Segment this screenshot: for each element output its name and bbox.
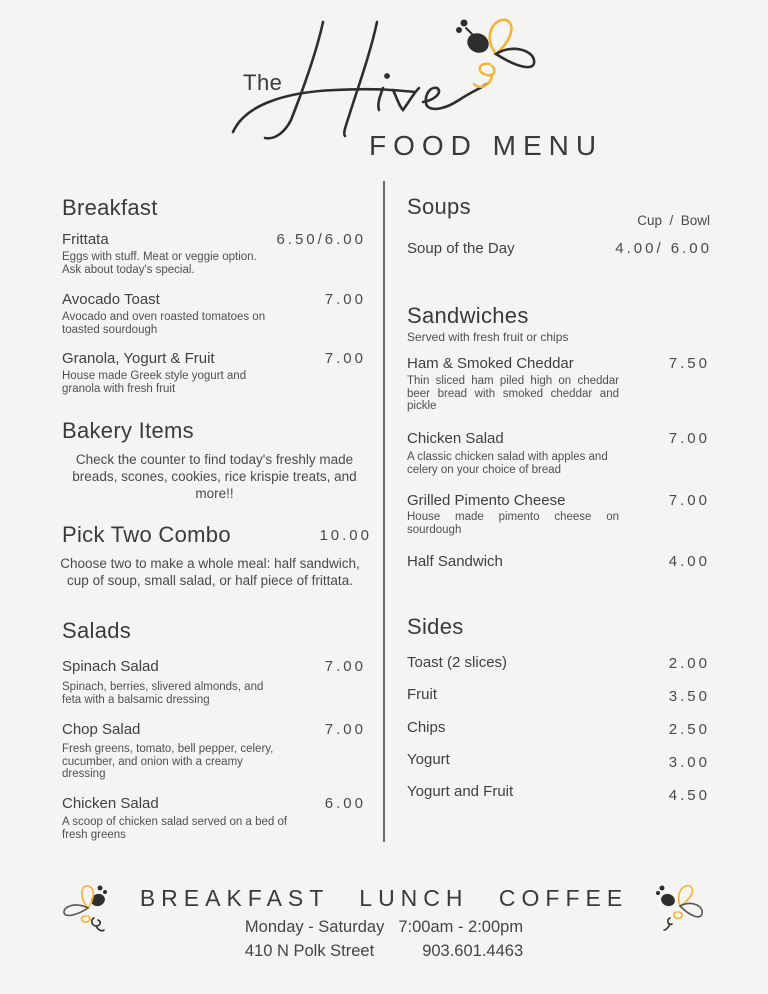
menu-item-name: Yogurt and Fruit (407, 783, 514, 800)
bee-icon (452, 16, 544, 94)
sandwiches-subtitle: Served with fresh fruit or chips (407, 330, 569, 344)
section-title-breakfast: Breakfast (62, 195, 158, 220)
menu-item-name: Frittata (62, 231, 109, 248)
menu-item-name: Grilled Pimento Cheese (407, 492, 566, 509)
combo-price: 10.00 (319, 527, 372, 544)
footer-phone: 903.601.4463 (422, 942, 524, 960)
footer-time: 7:00am - 2:00pm (398, 918, 524, 936)
column-divider (383, 181, 385, 842)
footer-address: 410 N Polk Street (244, 942, 375, 960)
menu-item-price: 7.00 (324, 291, 366, 308)
menu-item-price: 3.50 (668, 688, 710, 705)
menu-item-name: Spinach Salad (62, 658, 159, 675)
menu-item-price: 7.50 (668, 355, 710, 372)
menu-item-name: Yogurt (407, 751, 450, 768)
menu-item-name: Chicken Salad (407, 430, 504, 447)
menu-item-desc: Avocado and oven roasted tomatoes on toasted sourdough (62, 311, 266, 336)
menu-item-desc: A classic chicken salad with apples and celery on your choice of bread (407, 451, 608, 476)
menu-item-price: 7.00 (324, 721, 366, 738)
soup-size-label: Cup / Bowl (637, 213, 710, 228)
menu-item-name: Chicken Salad (62, 795, 159, 812)
menu-item-name: Soup of the Day (407, 240, 515, 257)
menu-item-price: 7.00 (324, 350, 366, 367)
menu-item-name: Chips (407, 719, 446, 736)
menu-item-price: 4.00/ 6.00 (615, 240, 712, 257)
footer-days: Monday - Saturday (244, 918, 385, 936)
menu-item-desc: Thin sliced ham piled high on cheddar beer bread with smoked cheddar and pickle (407, 375, 619, 412)
menu-item-price: 4.00 (668, 553, 710, 570)
menu-item-price: 2.50 (668, 721, 710, 738)
menu-item-price: 6.50/6.00 (276, 231, 366, 248)
menu-item-name: Avocado Toast (62, 291, 160, 308)
bee-icon-right (652, 880, 708, 936)
menu-item-price: 4.50 (668, 787, 710, 804)
menu-item-price: 2.00 (668, 655, 710, 672)
section-title-sides: Sides (407, 614, 464, 639)
logo-the-text: The (243, 70, 283, 95)
menu-item-desc: House made Greek style yogurt and granola with fresh fruit (62, 370, 247, 395)
menu-item-price: 6.00 (324, 795, 366, 812)
menu-item-desc: Eggs with stuff. Meat or veggie option. Ask about today's special. (62, 251, 257, 276)
section-title-sandwiches: Sandwiches (407, 303, 529, 328)
menu-item-desc: A scoop of chicken salad served on a bed of fresh greens (62, 816, 288, 841)
menu-item-price: 7.00 (668, 492, 710, 509)
menu-item-price: 7.00 (324, 658, 366, 675)
menu-item-desc: Spinach, berries, slivered almonds, and feta with a balsamic dressing (62, 681, 264, 706)
footer-tagline: BREAKFAST LUNCH COFFEE (139, 885, 629, 911)
section-title-soups: Soups (407, 194, 471, 219)
section-title-salads: Salads (62, 618, 132, 643)
menu-item-name: Half Sandwich (407, 553, 503, 570)
food-menu-title: FOOD MENU (369, 130, 604, 161)
menu-item-name: Ham & Smoked Cheddar (407, 355, 574, 372)
section-title-combo: Pick Two Combo (62, 522, 231, 547)
section-title-bakery: Bakery Items (62, 418, 194, 443)
combo-desc: Choose two to make a whole meal: half sandwich, cup of soup, small salad, or half piece of frittata. (60, 556, 360, 588)
footer-contact (0, 942, 768, 961)
menu-item-name: Chop Salad (62, 721, 141, 738)
bakery-desc: Check the counter to find today's freshly made breads, scones, cookies, rice krispie treats, and more!! (72, 452, 357, 501)
menu-item-desc: House made pimento cheese on sourdough (407, 511, 619, 536)
menu-item-name: Granola, Yogurt & Fruit (62, 350, 215, 367)
menu-item-name: Fruit (407, 686, 437, 703)
menu-item-price: 3.00 (668, 754, 710, 771)
menu-item-name: Toast (2 slices) (407, 654, 508, 671)
menu-item-price: 7.00 (668, 430, 710, 447)
menu-item-desc: Fresh greens, tomato, bell pepper, celery, cucumber, and onion with a creamy dressing (62, 743, 274, 780)
